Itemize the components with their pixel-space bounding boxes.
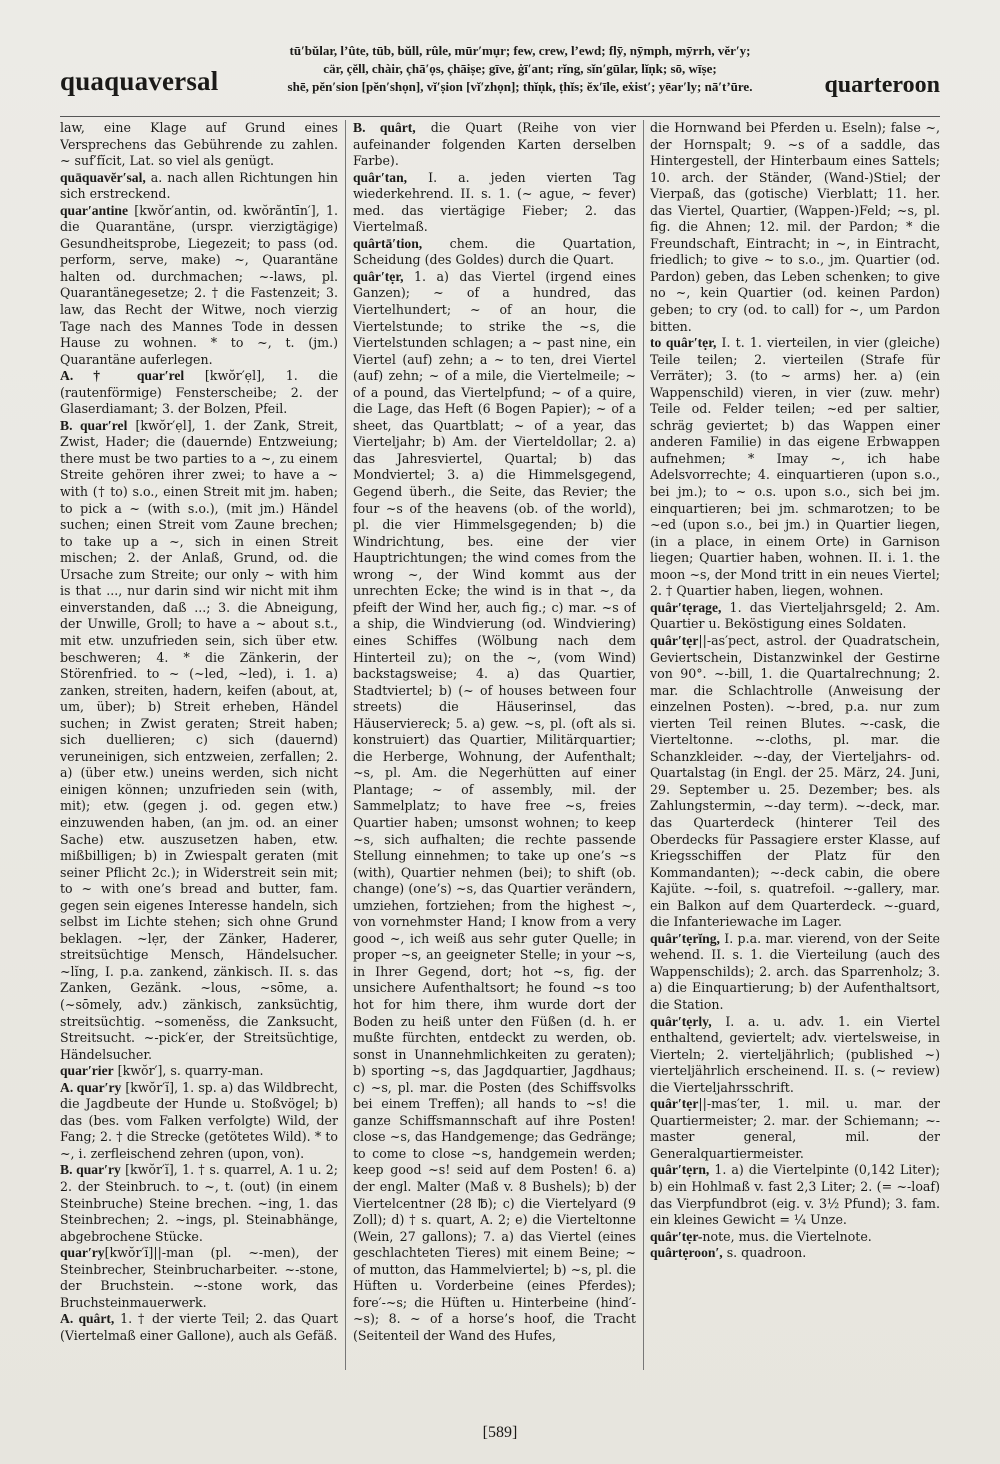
right-guide-word: quarteroon [824,72,940,98]
header-rule [60,116,940,117]
headword: quârtẹroon′, [650,1245,723,1261]
entry [60,120,338,170]
entry-text: [kwŏr′ĭ], 1. † s. quarrel, A. 1 u. 2; 2. der Steinbruch. to ~, t. (out) (in einem Steinbruche) Steine brechen. ~ing, 1. das Steinbrechen; 2. ~ings, pl. Steinabhänge, abgebrochene Stücke. [60,1162,338,1244]
entry-text: note, mus. die Viertelnote. [702,1228,872,1244]
headword: A. quârt, [60,1311,115,1327]
entry [60,1063,338,1080]
page-header [60,42,940,112]
entry-text: a. nach allen Richtungen hin sich erstreckend. [60,169,338,202]
entry-text: s. quadroon. [722,1245,807,1261]
entry-text: [kwŏr′antin, od. kwŏrăntīn′], 1. die Quarantäne, (urspr. vierzigtägige) Gesundheitsprobe, Liegezeit; to pass (od. perform, serve, make) ~, Quarantäne halten od. durchmachen; ~-laws, pl. Quarantänegesetze; 2. † die Fastenzeit; 3. law, das Recht der Witwe, noch vierzig Tage nach des Mannes Tode in dessen Hause zu wohnen. * to ~, t. (jm.) Quarantäne auferlegen. [60,202,338,367]
headword: quâr′tẹr [650,1096,699,1112]
columns [60,120,940,1370]
pronunciation-key-line: tū′bŭlar, l’ûte, tūb, bŭll, rûle, mūr′mụr; few, crew, l’ewd; flȳ, nȳmph, mȳrrh, vĕr′y; [289,43,751,58]
entry [60,170,338,203]
entry [650,120,940,335]
headword: quâr′tẹrly, [650,1013,712,1029]
entry-text: I. a. jeden vierten Tag wiederkehrend. II. s. 1. (~ ague, ~ fever) med. das viertägige Fieber; 2. das Viertelmaß. [353,169,636,235]
headword: B. quar′rel [60,417,128,433]
entry [650,1014,940,1097]
entry-text: [kwŏr′ẹl], 1. die (rautenförmige) Fensterscheibe; 2. der Glaserdiamant; 3. der Bolzen, Pfeil. [60,368,338,417]
entry-text: 1. a) die Viertelpinte (0,142 Liter); b) ein Hohlmaß v. fast 2,3 Liter; 2. (= ~-loaf) das Vierpfundbrot (eig. v. 3½ Pfund); 3. fam. ein kleines Gewicht = ¼ Unze. [650,1162,940,1228]
headword: quâr′tẹrĭng, [650,930,720,946]
pronunciation-key-line: cär, çĕll, chàir, çhā′ọs, çhāiṣe; gīve, ġī′ant; rĭng, sĭn′gūlar, lĭṇk; sō, wīṣe; [323,61,717,76]
entry [60,418,338,1063]
entry-text: chem. die Quartation, Scheidung (des Goldes) durch die Quart. [353,235,636,268]
headword: quar′rier [60,1063,114,1079]
headword: quâr′tẹr, [353,268,404,284]
headword: quâr′tan, [353,169,408,185]
entry [650,931,940,1014]
entry-text: I. p.a. mar. vierend, von der Seite wehend. II. s. 1. die Vierteilung (auch des Wappenschilds); 2. arch. das Sparrenholz; 3. a) die Einquartierung; b) der Aufenthaltsort, die Station. [650,930,940,1012]
entry [60,1162,338,1245]
entry-text: die Hornwand bei Pferden u. Eseln); false ~, der Hornspalt; 9. ~s of a saddle, das Hintergestell, der Hinterbaum eines Sattels; 10. arch. der Ständer, (Wand-)Stiel; der Vierpaß, das (gotische) Vierblatt; 11. her. das Viertel, Quartier, (Wappen-)Feld; ~s, pl. fig. die Ahnen; 12. mil. der Pardon; * die Freundschaft, Eintracht; in ~, in Eintracht, friedlich; to give ~ to s.o., jm. Quartier (od. Pardon) geben, das Leben schenken; to give no ~, kein Quartier (od. keinen Pardon) geben; to cry (od. to call) for ~, um Pardon bitten. [650,120,940,334]
entry [650,335,940,600]
entry-text: [kwŏr′ĭ]||-man (pl. ~-men), der Steinbrecher, Steinbrucharbeiter. ~-stone, der Bruchstein. ~-stone work, das Bruchsteinmauerwerk. [60,1245,338,1310]
entry-text: 1. † der vierte Teil; 2. das Quart (Viertelmaß einer Gallone), auch als Gefäß. [60,1311,338,1343]
headword: B. quar′ry [60,1162,121,1178]
entry [650,1096,940,1162]
headword: to quâr′tẹr, [650,335,717,351]
column-3 [650,120,940,1370]
entry [353,170,636,236]
entry [353,236,636,269]
entry [650,1162,940,1228]
entry-text: I. a. u. adv. 1. ein Viertel enthaltend, geviertelt; adv. viertelsweise, in Vierteln; 2. vierteljährlich; (published ~) vierteljährlich erscheinend. II. s. (~ review) die Vierteljahrsschrift. [650,1013,940,1095]
headword: quâr′tẹr- [650,1228,703,1244]
entry [650,600,940,633]
pronunciation-key-line: shē, pĕn′sion [pĕn′shọn], vĭ′ṣion [vĭ′zhọn]; thĭṇk, ṭhĭs; ĕx′īle, eẋist′; yēar′ly; nā′t’ūre. [287,79,753,94]
headword: quâr′tẹr [650,632,699,648]
column-1 [60,120,338,1370]
headword: quârtā′tion, [353,235,423,251]
entry-text: die Quart (Reihe von vier aufeinander folgenden Karten derselben Farbe). [353,120,636,169]
left-guide-word: quaquaversal [60,66,219,96]
entry [60,203,338,368]
entry-text: [kwŏr′], s. quarry-man. [113,1063,264,1079]
entry-text: [kwŏr′ĭ], 1. sp. a) das Wildbrecht, die Jagdbeute der Hunde u. Stoßvögel; b) das (bes. vom Falken verfolgte) Wild, der Fang; 2. † die Strecke (getötetes Wild). * to ~, i. zerfleischend zehren (upon, von). [60,1079,338,1161]
entry-text: law, eine Klage auf Grund eines Versprechens das Gebührende zu zahlen. ~ suf′fĭcit, Lat. so viel als genügt. [60,120,338,169]
entry [353,269,636,1345]
entry [60,1311,338,1344]
page-number: [589] [482,1424,518,1441]
entry-text: ||-as′pect, astrol. der Quadratschein, Geviertschein, Distanzwinkel der Gestirne von 90°. ~-bill, 1. die Quartalrechnung; 2. mar. die Schlachtrolle (Anweisung der einzelnen Posten). ~-bred, p.a. nur zum vierten Teil reinen Blutes. ~-cask, die Vierteltonne. ~-cloths, pl. mar. die Schanzkleider. ~-day, der Vierteljahrs- od. Quartalstag (in Engl. der 25. März, 24. Juni, 29. September u. 25. Dezember; bes. als Zahlungstermin, ~-day term). ~-deck, mar. das Quarterdeck (hinterer Teil des Oberdecks für Passagiere erster Klasse, auf Kriegsschiffen der Platz für den Kommandanten); ~-deck cabin, die obere Kajüte. ~-foil, s. quatrefoil. ~-gallery, mar. ein Balkon auf dem Quarterdeck. ~-guard, die Infanteriewache im Lager. [650,632,940,930]
headword: quar′ry [60,1245,105,1261]
pronunciation-key [210,42,830,96]
entry-text: [kwŏr′ẹl], 1. der Zank, Streit, Zwist, Hader; die (dauernde) Entzweiung; there must be two parties to a ~, zu einem Streite gehören ihrer zwei; to have a ~ with († to) s.o., einen Streit mit jm. haben; to pick a ~ (with s.o.), (mit jm.) Händel suchen; einen Streit vom Zaune brechen; to take up a ~, sich in einen Streit mischen; 2. der Anlaß, Grund, od. die Ursache zum Streite; our only ~ with him is that ..., nur darin sind wir nicht mit ihm einverstanden, daß ...; 3. die Abneigung, der Unwille, Groll; to have a ~ about s.t., mit etw. unzufrieden sein, sich über etw. beschweren; 4. * die Zänkerin, der Störenfried. to ~ (~led, ~led), i. 1. a) zanken, streiten, hadern, keifen (about, at, um, über); b) Streit erheben, Händel suchen; in Zwist geraten; Streit haben; sich duellieren; c) sich (dauernd) veruneinigen, sich entzweien, zerfallen; 2. a) (über etw.) uneins werden, sich nicht einigen können; unzufrieden sein (with, mit); etw. (gegen j. od. gegen etw.) einzuwenden haben, (an jm. od. an einer Sache) etw. auszusetzen haben, etw. mißbilligen; b) in Zwiespalt geraten (mit seiner Pflicht 2c.); in Widerstreit sein mit; to ~ with one’s bread and butter, fam. gegen sein eigenes Interesse handeln, sich selbst im Lichte stehen; sich ohne Grund beklagen. ~lẹr, der Zänker, Haderer, streitsüchtige Mensch, Händelsucher. ~lĭng, I. p.a. zankend, zänkisch. II. s. das Zanken, Gezänk. ~lous, ~sōme, a. (~sōmely, adv.) zänkisch, zanksüchtig, streitsüchtig. ~somenĕss, die Zanksucht, Streitsucht. ~-pick′er, der Streitsüchtige, Händelsucher. [60,417,338,1062]
headword: A. † quar′rel [60,368,185,384]
entry [60,368,338,418]
headword: quâr′tẹrn, [650,1162,710,1178]
entry-text: 1. a) das Viertel (irgend eines Ganzen); ~ of a hundred, das Viertelhundert; ~ of an hour, die Viertelstunde; to strike the ~s, die Viertelstunden schlagen; a ~ past nine, ein Viertel (auf) zehn; a ~ to ten, drei Viertel (auf) zehn; ~ of a mile, die Viertelmeile; ~ of a pound, das Viertelpfund; ~ of a quire, die Lage, das Heft (6 Bogen Papier); ~ of a sheet, das Quartblatt; ~ of a year, das Vierteljahr; b) Am. der Vierteldollar; 2. a) das Jahresviertel, Quartal; b) das Mondviertel; 3. a) die Himmelsgegend, Gegend überh., die Seite, das Revier; the four ~s of the heavens (ob. of the world), pl. die vier Himmelsgegenden; b) die Windrichtung, bes. eine der vier Hauptrichtungen; the wind comes from the wrong ~, der Wind kommt aus der unrechten Ecke; the wind is in that ~, da pfeift der Wind her, auch fig.; c) mar. ~s of a ship, die Windvierung (od. Windviering) eines Schiffes (Wölbung nach dem Hinterteil zu); on the ~, (vom Wind) backstagsweise; 4. a) das Quartier, Stadtviertel; b) (~ of houses between four streets) die Häuserinsel, das Häuserviereck; 5. a) gew. ~s, pl. (oft als si. konstruiert) das Quartier, Militärquartier; die Herberge, Wohnung, der Aufenthalt; ~s, pl. Am. die Negerhütten auf einer Plantage; ~ of assembly, mil. der Sammelplatz; to have free ~s, freies Quartier haben; umsonst wohnen; to keep ~s, sich aufhalten; die rechte passende Stellung einnehmen; to take up one’s ~s (with), Quartier nehmen (bei); to shift (ob. change) (one’s) ~s, das Quartier verändern, umziehen, fortziehen; from the highest ~, von vornehmster Hand; I know from a very good ~, ich weiß aus sehr guter Quelle; in proper ~s, an geeigneter Stelle; in your ~s, in Ihrer Gegend, dort; hot ~s, fig. der unsichere Aufenthaltsort; he found ~s too hot for him there, ihm wurde dort der Boden zu heiß unter den Füßen (d. h. er mußte fürchten, entdeckt zu werden, ob. sonst in Unannehmlichkeiten zu geraten); b) sporting ~s, das Jagdquartier, Jagdhaus; c) ~s, pl. mar. die Posten (des Schiffsvolks bei einem Treffen); all hands to ~s! die ganze Schiffsmannschaft auf ihre Posten! close ~s, das Handgemenge; das Gedränge; to come to close ~s, handgemein werden; keep good ~s! seid auf dem Posten! 6. a) der engl. Malter (Maß v. 8 Bushels); b) der Viertelcentner (28 ℔); c) die Viertelyard (9 Zoll); d) † s. quart, A. 2; e) die Vierteltonne (Wein, 27 gallons); 7. a) das Viertel (eines geschlachteten Tieres) mit einem Beine; ~ of mutton, das Hammelviertel; b) ~s, pl. die Hüften u. Vorderbeine (eines Pferdes); fore′-~s; die Hüften u. Hinterbeine (hind′-~s); 8. ~ of a horse’s hoof, die Tracht (Seitenteil der Wand des Hufes, [353,268,636,1343]
entry [650,1229,940,1246]
entry [353,120,636,170]
entry-text: 1. das Vierteljahrsgeld; 2. Am. Quartier u. Beköstigung eines Soldaten. [650,599,940,632]
entry [60,1080,338,1163]
headword: quar′antine [60,202,129,218]
entry-text: I. t. 1. vierteilen, in vier (gleiche) Teile teilen; 2. vierteilen (Strafe für Verräter); 3. (to ~ arms) her. a) (ein Wappenschild) vieren, in vier (zuw. mehr) Teile od. Felder teilen; ~ed per saltier, schräg geviertet; b) das Wappen einer anderen Familie) in das eigene Erbwappen aufnehmen; * Imay ~, ich habe Adelsvorrechte; 4. einquartieren (upon s.o., bei jm.); to ~ o.s. upon s.o., sich bei jm. einquartieren; bei jm. schmarotzen; to be ~ed (upon s.o., bei jm.) in Quartier liegen, (in a place, in einem Orte) in Garnison liegen; Quartier haben, wohnen. II. i. 1. the moon ~s, der Mond tritt in ein neues Viertel; 2. † Quartier haben, liegen, wohnen. [650,335,940,599]
entry [650,633,940,931]
entry [60,1245,338,1311]
column-2 [353,120,636,1370]
headword: quāquavĕr′sal, [60,169,146,185]
entry-text: ||-mas′ter, 1. mil. u. mar. der Quartiermeister; 2. mar. der Schiemann; ~-master general, mil. der Generalquartiermeister. [650,1096,940,1161]
headword: A. quar′ry [60,1079,122,1095]
headword: quâr′tẹrage, [650,599,722,615]
headword: B. quârt, [353,120,416,135]
entry [650,1245,940,1262]
